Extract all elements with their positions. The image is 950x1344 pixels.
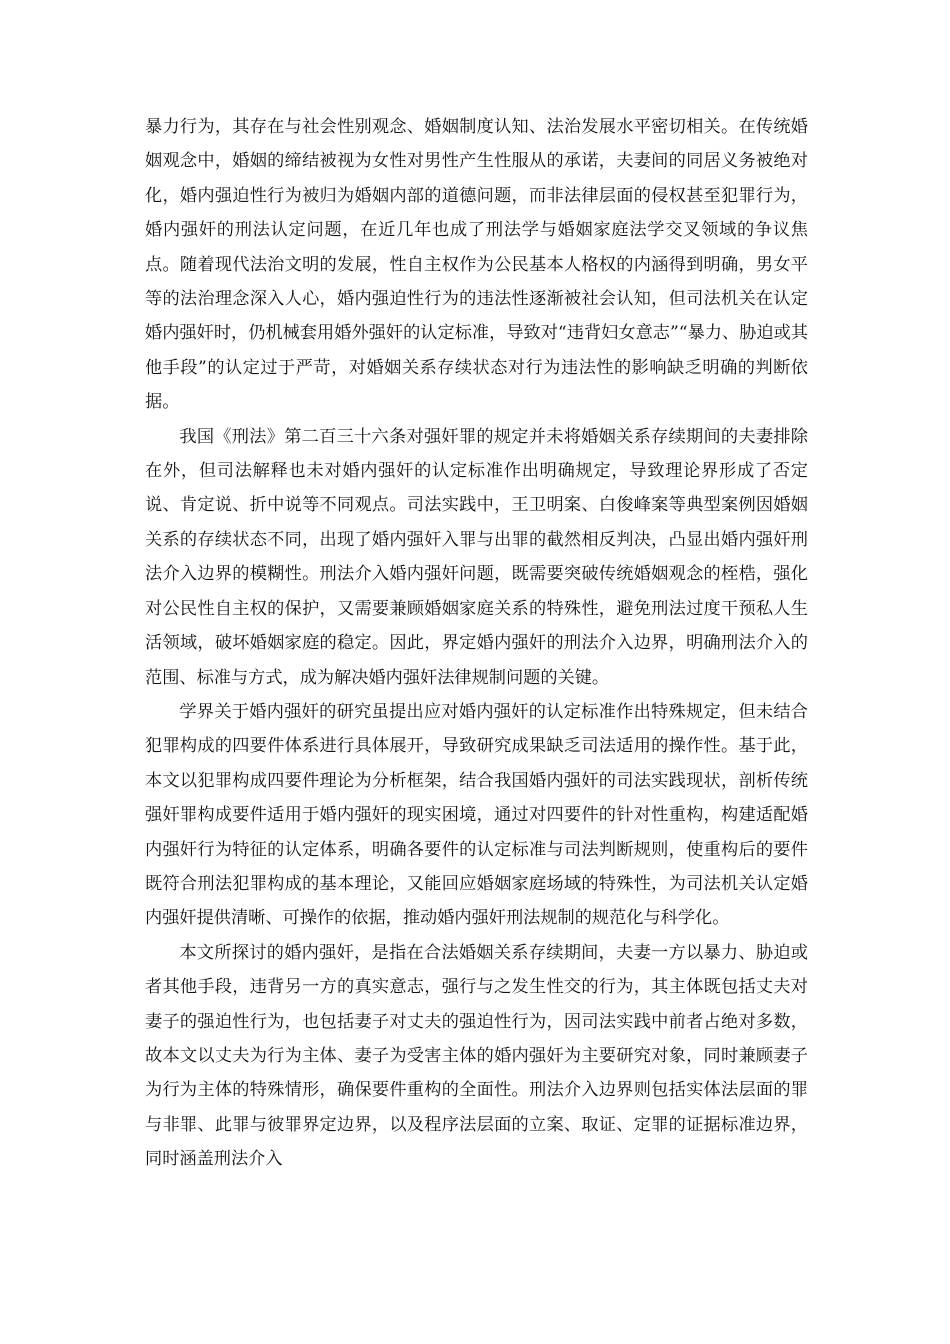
paragraph-4: 本文所探讨的婚内强奸，是指在合法婚姻关系存续期间，夫妻一方以暴力、胁迫或者其他手段，违背另一方的真实意志，强行与之发生性交的行为，其主体既包括丈夫对妻子的强迫性行为，也包括妻子对丈夫的强迫性行为，因司法实践中前者占绝对多数，故本文以丈夫为行为主体、妻子为受害主体的婚内强奸为主要研究对象，同时兼顾妻子为行为主体的特殊情形，确保要件重构的全面性。刑法介入边界则包括实体法层面的罪与非罪、此罪与彼罪界定边界，以及程序法层面的立案、取证、定罪的证据标准边界，同时涵盖刑法介入 (145, 942, 808, 1170)
paragraph-3: 学界关于婚内强奸的研究虽提出应对婚内强奸的认定标准作出特殊规定，但未结合犯罪构成的四要件体系进行具体展开，导致研究成果缺乏司法适用的操作性。基于此，本文以犯罪构成四要件理论为分析框架，结合我国婚内强奸的司法实践现状，剖析传统强奸罪构成要件适用于婚内强奸的现实困境，通过对四要件的针对性重构，构建适配婚内强奸行为特征的认定体系，明确各要件的认定标准与司法判断规则，使重构后的要件既符合刑法犯罪构成的基本理论，又能回应婚姻家庭场域的特殊性，为司法机关认定婚内强奸提供清晰、可操作的依据，推动婚内强奸刑法规制的规范化与科学化。 (145, 701, 808, 929)
paragraph-1: 暴力行为，其存在与社会性别观念、婚姻制度认知、法治发展水平密切相关。在传统婚姻观念中，婚姻的缔结被视为女性对男性产生性服从的承诺，夫妻间的同居义务被绝对化，婚内强迫性行为被归为婚姻内部的道德问题，而非法律层面的侵权甚至犯罪行为，婚内强奸的刑法认定问题，在近几年也成了刑法学与婚姻家庭法学交叉领域的争议焦点。随着现代法治文明的发展，性自主权作为公民基本人格权的内涵得到明确，男女平等的法治理念深入人心，婚内强迫性行为的违法性逐渐被社会认知，但司法机关在认定婚内强奸时，仍机械套用婚外强奸的认定标准，导致对“违背妇女意志”“暴力、胁迫或其他手段”的认定过于严苛，对婚姻关系存续状态对行为违法性的影响缺乏明确的判断依据。 (145, 117, 808, 413)
document-body (145, 110, 808, 1177)
paragraph-2: 我国《刑法》第二百三十六条对强奸罪的规定并未将婚姻关系存续期间的夫妻排除在外，但司法解释也未对婚内强奸的认定标准作出明确规定，导致理论界形成了否定说、肯定说、折中说等不同观点。司法实践中，王卫明案、白俊峰案等典型案例因婚姻关系的存续状态不同，出现了婚内强奸入罪与出罪的截然相反判决，凸显出婚内强奸刑法介入边界的模糊性。刑法介入婚内强奸问题，既需要突破传统婚姻观念的桎梏，强化对公民性自主权的保护，又需要兼顾婚姻家庭关系的特殊性，避免刑法过度干预私人生活领域，破坏婚姻家庭的稳定。因此，界定婚内强奸的刑法介入边界，明确刑法介入的范围、标准与方式，成为解决婚内强奸法律规制问题的关键。 (145, 426, 808, 688)
